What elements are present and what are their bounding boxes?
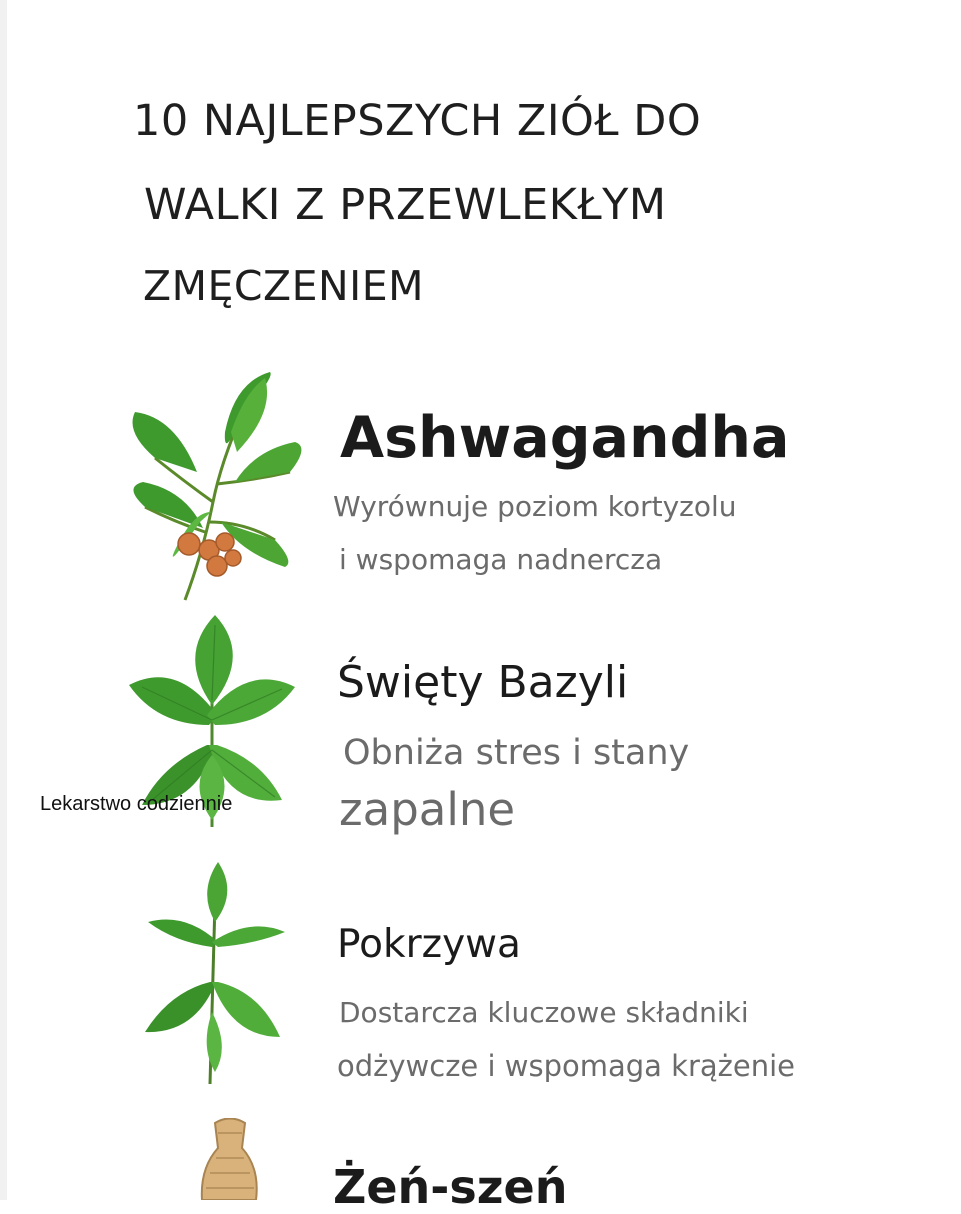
herb-desc-holy-basil-line-2: zapalne [339,783,516,836]
overlay-caption: Lekarstwo codziennie [40,793,233,815]
ginseng-root-icon [190,1118,270,1200]
page-title-line-1: 10 NAJLEPSZYCH ZIÓŁ DO [133,96,702,146]
herb-desc-nettle-line-1: Dostarcza kluczowe składniki [339,996,749,1029]
herb-desc-holy-basil-line-1: Obniża stres i stany [343,733,690,773]
herb-name-ginseng: Żeń-szeń [333,1160,568,1214]
herb-name-holy-basil: Święty Bazyli [337,657,629,708]
herb-desc-nettle-line-2: odżywcze i wspomaga krążenie [337,1049,795,1083]
herb-desc-ashwagandha-line-1: Wyrównuje poziom kortyzolu [333,490,737,523]
herb-name-ashwagandha: Ashwagandha [340,405,790,471]
page-edge [0,0,7,1200]
herb-desc-ashwagandha-line-2: i wspomaga nadnercza [339,543,663,576]
page-title-line-3: ZMĘCZENIEM [143,262,425,310]
nettle-plant-icon [140,862,290,1087]
ashwagandha-plant-icon [125,372,310,604]
herb-name-nettle: Pokrzywa [337,922,521,967]
page-title-line-2: WALKI Z PRZEWLEKŁYM [144,180,667,230]
